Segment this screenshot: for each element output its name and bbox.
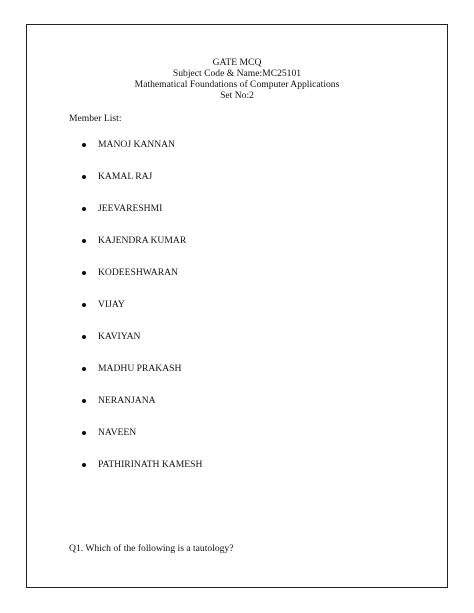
list-item <box>27 331 447 363</box>
question-text: Q1. Which of the following is a tautology? <box>69 543 234 554</box>
list-item <box>27 427 447 459</box>
member-name: PATHIRINATH KAMESH <box>98 459 203 470</box>
member-name: NERANJANA <box>98 395 156 406</box>
header-set-number: Set No:2 <box>220 90 254 101</box>
list-item <box>27 235 447 267</box>
header-subject-code: Subject Code & Name:MC25101 <box>172 68 302 79</box>
bullet-icon <box>82 303 86 307</box>
document-page <box>26 24 448 588</box>
list-item <box>27 171 447 203</box>
member-list-label: Member List: <box>69 113 122 124</box>
bullet-icon <box>82 399 86 403</box>
bullet-icon <box>82 463 86 467</box>
list-item <box>27 267 447 299</box>
header-subject-name: Mathematical Foundations of Computer Applications <box>134 79 340 90</box>
list-item <box>27 395 447 427</box>
member-name: KAJENDRA KUMAR <box>98 235 187 246</box>
list-item <box>27 203 447 235</box>
list-item <box>27 363 447 395</box>
document-header <box>27 57 447 101</box>
member-name: KAVIYAN <box>98 331 141 342</box>
member-name: KODEESHWARAN <box>98 267 178 278</box>
bullet-icon <box>82 367 86 371</box>
list-item <box>27 459 447 491</box>
member-name: MANOJ KANNAN <box>98 139 176 150</box>
bullet-icon <box>82 335 86 339</box>
header-title: GATE MCQ <box>212 57 262 68</box>
member-list <box>27 139 447 491</box>
list-item <box>27 299 447 331</box>
bullet-icon <box>82 207 86 211</box>
member-name: VIJAY <box>98 299 125 310</box>
bullet-icon <box>82 431 86 435</box>
bullet-icon <box>82 143 86 147</box>
member-name: JEEVARESHMI <box>98 203 163 214</box>
bullet-icon <box>82 239 86 243</box>
member-name: NAVEEN <box>98 427 137 438</box>
member-name: MADHU PRAKASH <box>98 363 182 374</box>
bullet-icon <box>82 175 86 179</box>
list-item <box>27 139 447 171</box>
member-name: KAMAL RAJ <box>98 171 153 182</box>
bullet-icon <box>82 271 86 275</box>
